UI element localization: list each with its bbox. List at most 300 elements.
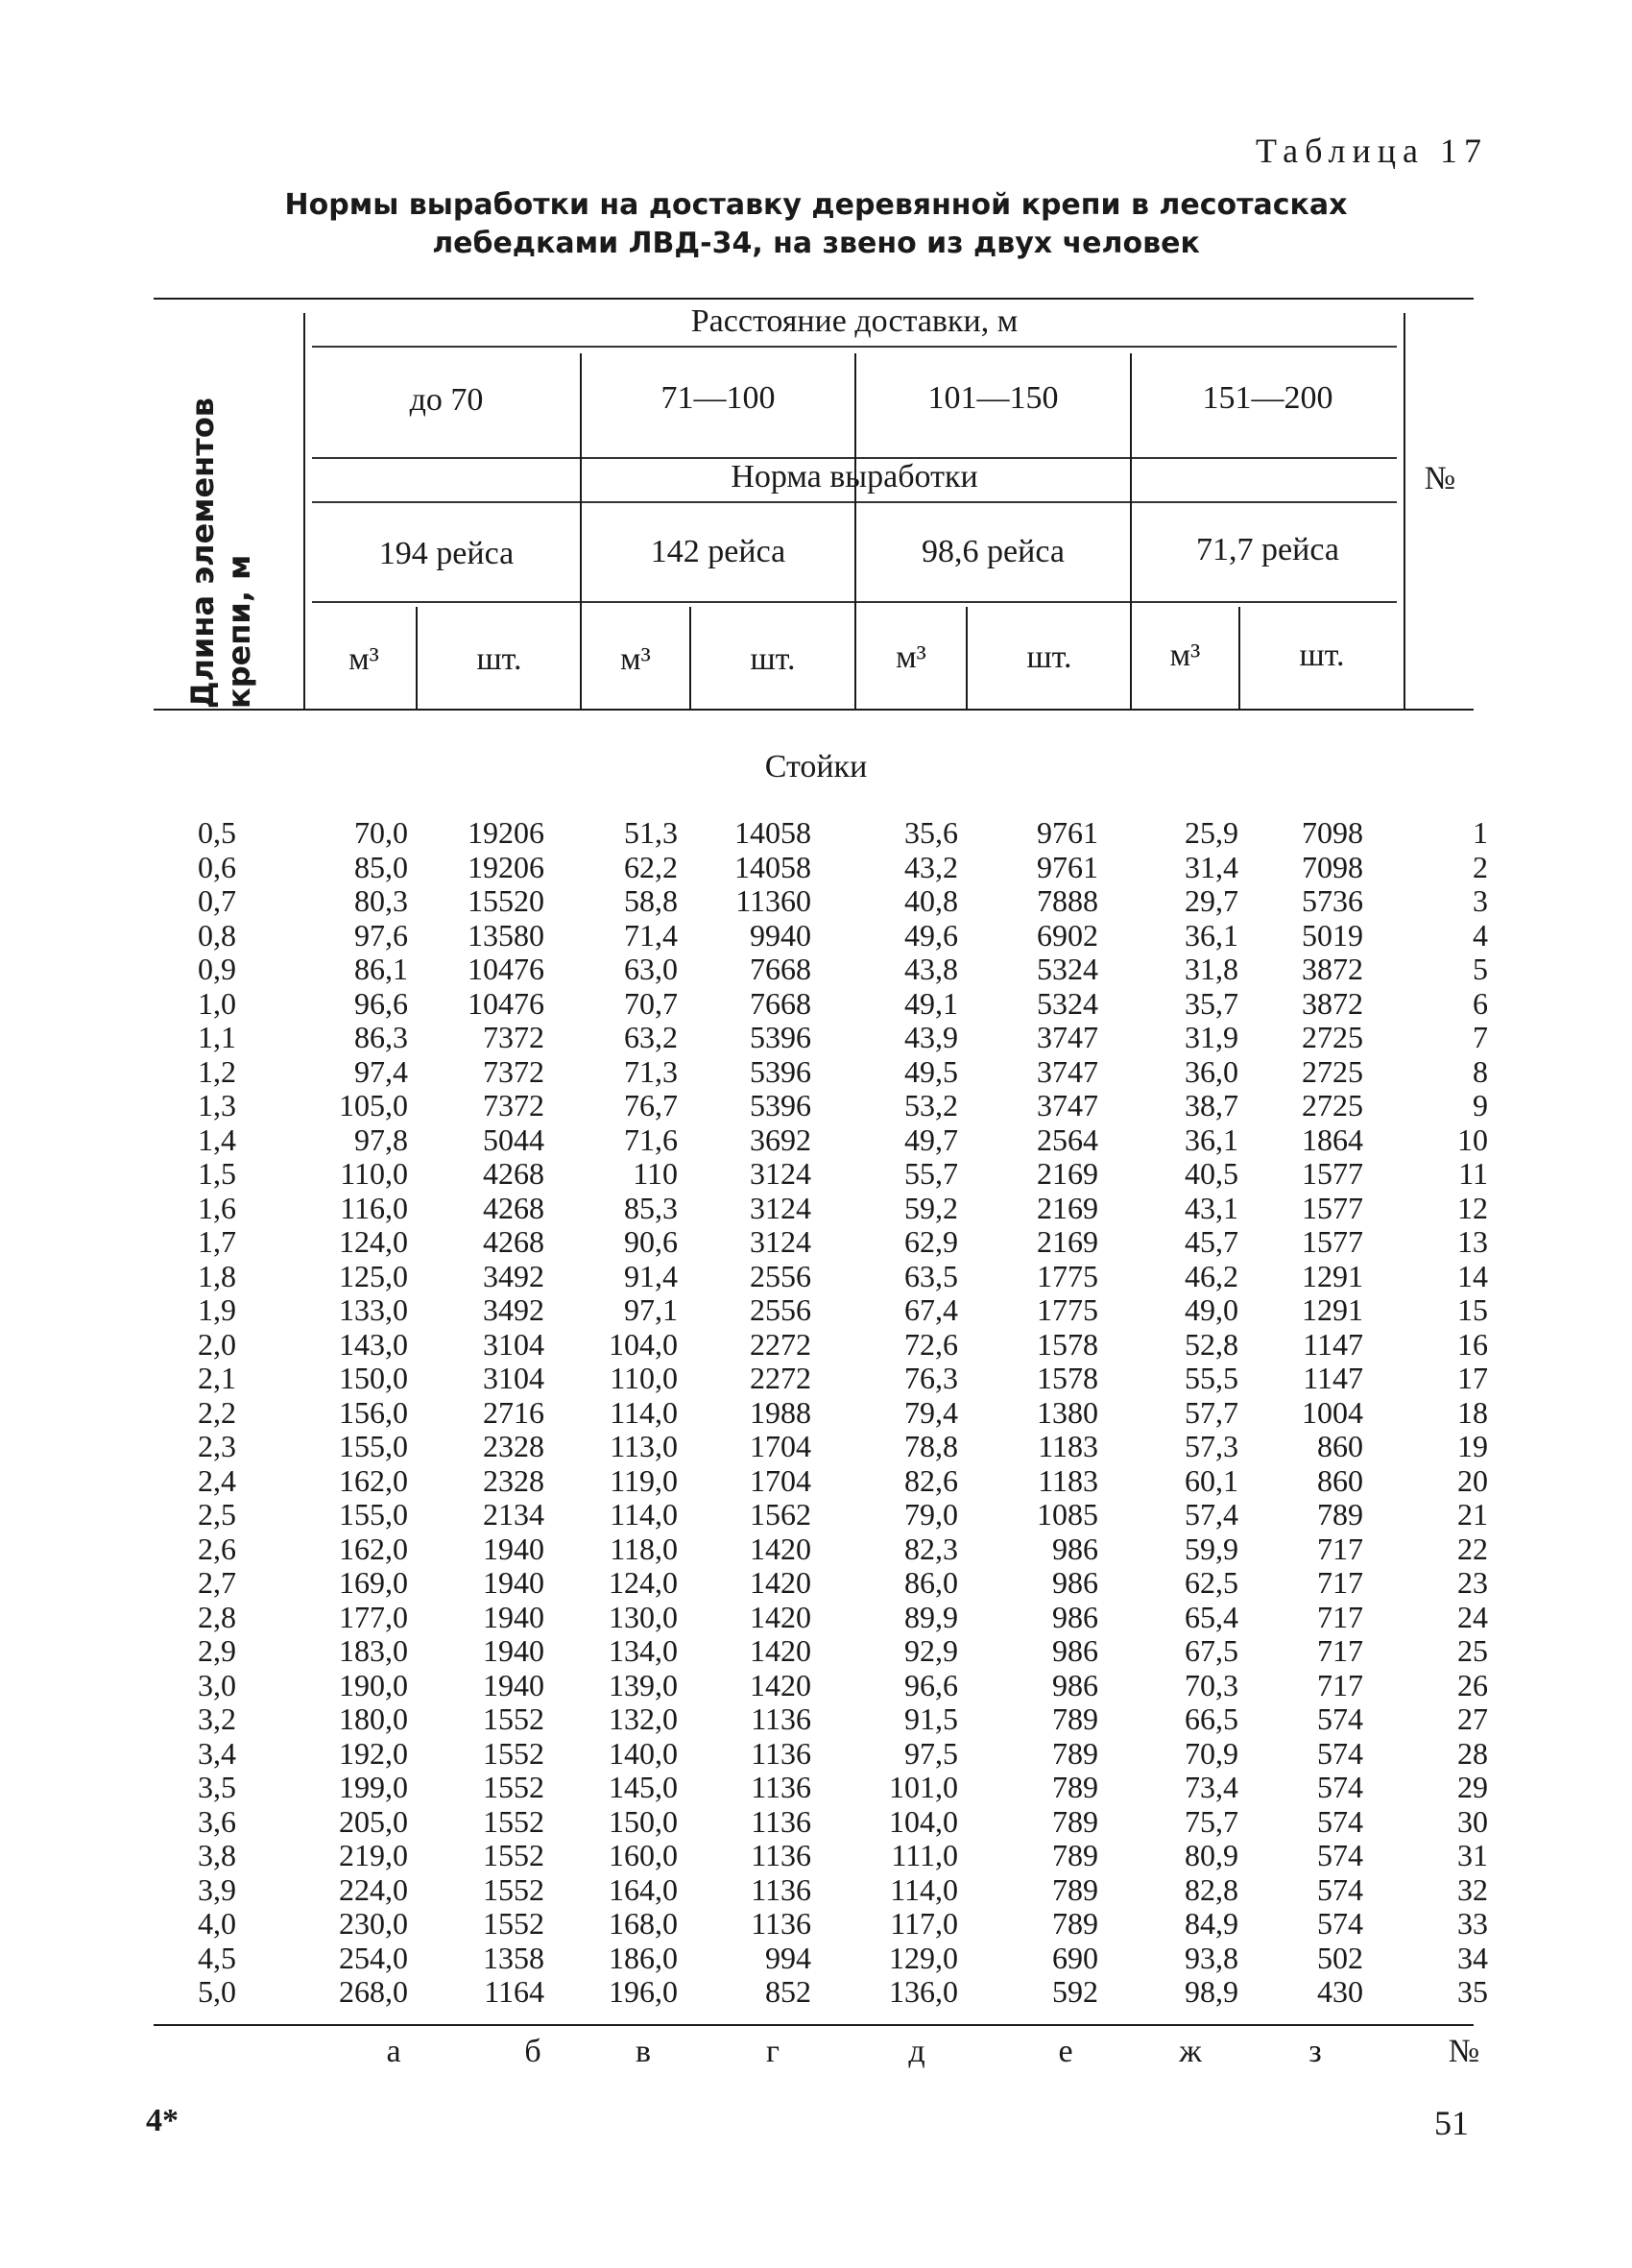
- side-header: [182, 365, 259, 711]
- cell-a: 105,0: [339, 1088, 408, 1122]
- row-number: 2: [1473, 849, 1488, 884]
- table-row: [0, 1532, 1632, 1567]
- column-letter: з: [1308, 2034, 1322, 2069]
- cell-d: 59,2: [904, 1190, 958, 1225]
- cell-a: 125,0: [339, 1258, 408, 1293]
- table-row: [0, 1396, 1632, 1431]
- cell-d: 91,5: [904, 1701, 958, 1736]
- cell-a: 97,6: [354, 917, 408, 953]
- row-length: 0,9: [198, 952, 236, 986]
- row-length: 2,2: [198, 1394, 236, 1430]
- cell-zh: 59,9: [1185, 1531, 1238, 1566]
- row-length: 1,4: [198, 1122, 236, 1157]
- cell-v: 58,8: [624, 883, 678, 918]
- cell-a: 183,0: [339, 1633, 408, 1668]
- cell-d: 76,3: [904, 1361, 958, 1395]
- cell-v: 63,2: [624, 1020, 678, 1054]
- cell-z: 860: [1317, 1429, 1363, 1463]
- row-length: 3,0: [198, 1667, 236, 1702]
- cell-d: 49,5: [904, 1053, 958, 1089]
- row-length: 3,2: [198, 1701, 236, 1736]
- cell-zh: 93,8: [1185, 1940, 1238, 1975]
- cell-z: 2725: [1302, 1020, 1363, 1054]
- cell-z: 430: [1317, 1974, 1363, 2009]
- cell-v: 150,0: [609, 1803, 678, 1839]
- cell-d: 96,6: [904, 1667, 958, 1702]
- table-row: [0, 1225, 1632, 1260]
- column-letter: д: [908, 2034, 925, 2069]
- cell-z: 1864: [1302, 1122, 1363, 1157]
- cell-a: 192,0: [339, 1735, 408, 1771]
- cell-v: 164,0: [609, 1871, 678, 1907]
- table-row: [0, 1771, 1632, 1805]
- cell-e: 6902: [1037, 917, 1098, 953]
- column-letter: ж: [1179, 2034, 1202, 2069]
- row-length: 0,8: [198, 917, 236, 953]
- cell-z: 574: [1317, 1871, 1363, 1907]
- row-length: 2,3: [198, 1429, 236, 1463]
- cell-e: 5324: [1037, 985, 1098, 1021]
- trips-3: 98,6 рейса: [922, 534, 1065, 569]
- row-number: 28: [1457, 1735, 1488, 1771]
- cell-zh: 35,7: [1185, 985, 1238, 1021]
- cell-z: 717: [1317, 1599, 1363, 1634]
- cell-g: 7668: [750, 952, 811, 986]
- cell-zh: 36,1: [1185, 917, 1238, 953]
- cell-e: 7888: [1037, 883, 1098, 918]
- cell-z: 574: [1317, 1701, 1363, 1736]
- cell-v: 63,0: [624, 952, 678, 986]
- cell-v: 145,0: [609, 1770, 678, 1804]
- cell-g: 3692: [750, 1122, 811, 1157]
- table-row: [0, 1123, 1632, 1158]
- cell-a: 224,0: [339, 1871, 408, 1907]
- table-row: [0, 919, 1632, 953]
- cell-e: 1380: [1037, 1394, 1098, 1430]
- table-row: [0, 1634, 1632, 1669]
- cell-b: 2134: [483, 1497, 544, 1532]
- cell-zh: 31,8: [1185, 952, 1238, 986]
- cell-z: 7098: [1302, 849, 1363, 884]
- cell-d: 49,7: [904, 1122, 958, 1157]
- cell-v: 110,0: [610, 1361, 678, 1395]
- cell-b: 1552: [483, 1701, 544, 1736]
- unit-pcs-1: шт.: [476, 641, 522, 677]
- cell-g: 1136: [751, 1735, 811, 1771]
- cell-g: 1136: [751, 1701, 811, 1736]
- cell-d: 55,7: [904, 1156, 958, 1191]
- unit-m3-1: м³: [348, 641, 379, 677]
- cell-e: 1775: [1037, 1292, 1098, 1327]
- row-number: 9: [1473, 1088, 1488, 1122]
- side-header-line-1: Длина элементов: [184, 397, 221, 709]
- cell-e: 986: [1052, 1599, 1098, 1634]
- cell-g: 1704: [750, 1429, 811, 1463]
- table-row: [0, 1669, 1632, 1703]
- cell-b: 1358: [483, 1940, 544, 1975]
- cell-z: 717: [1317, 1667, 1363, 1702]
- cell-b: 2328: [483, 1429, 544, 1463]
- trips-2: 142 рейса: [650, 534, 786, 569]
- table-row: [0, 1702, 1632, 1737]
- cell-d: 89,9: [904, 1599, 958, 1634]
- cell-v: 71,6: [624, 1122, 678, 1157]
- cell-z: 1004: [1302, 1394, 1363, 1430]
- cell-v: 134,0: [609, 1633, 678, 1668]
- cell-e: 789: [1052, 1735, 1098, 1771]
- table-row: [0, 1566, 1632, 1601]
- cell-d: 63,5: [904, 1258, 958, 1293]
- side-header-line-2: крепи, м: [221, 554, 257, 709]
- cell-b: 4268: [483, 1224, 544, 1259]
- cell-e: 3747: [1037, 1088, 1098, 1122]
- cell-e: 2169: [1037, 1190, 1098, 1225]
- row-number: 13: [1457, 1224, 1488, 1259]
- cell-zh: 82,8: [1185, 1871, 1238, 1907]
- unit-m3-4: м³: [1169, 638, 1201, 673]
- cell-v: 76,7: [624, 1088, 678, 1122]
- row-number: 10: [1457, 1122, 1488, 1157]
- number-sign-header: №: [1424, 461, 1456, 496]
- cell-a: 155,0: [339, 1429, 408, 1463]
- table-row: [0, 1430, 1632, 1464]
- cell-z: 7098: [1302, 815, 1363, 850]
- row-length: 4,5: [198, 1940, 236, 1975]
- cell-g: 2556: [750, 1292, 811, 1327]
- cell-v: 186,0: [609, 1940, 678, 1975]
- cell-g: 1136: [751, 1770, 811, 1804]
- table-row: [0, 884, 1632, 919]
- cell-b: 19206: [468, 849, 544, 884]
- row-number: 14: [1457, 1258, 1488, 1293]
- table-row: [0, 1260, 1632, 1294]
- cell-a: 133,0: [339, 1292, 408, 1327]
- cell-v: 130,0: [609, 1599, 678, 1634]
- cell-zh: 40,5: [1185, 1156, 1238, 1191]
- row-number: 19: [1457, 1429, 1488, 1463]
- cell-z: 1291: [1302, 1292, 1363, 1327]
- cell-b: 1552: [483, 1735, 544, 1771]
- cell-z: 3872: [1302, 952, 1363, 986]
- cell-g: 1136: [751, 1906, 811, 1941]
- header-bottom-rule: [154, 709, 1474, 711]
- cell-b: 1940: [483, 1633, 544, 1668]
- cell-b: 3492: [483, 1258, 544, 1293]
- cell-a: 80,3: [354, 883, 408, 918]
- cell-b: 7372: [483, 1088, 544, 1122]
- cell-zh: 36,0: [1185, 1053, 1238, 1089]
- row-number: 12: [1457, 1190, 1488, 1225]
- cell-z: 574: [1317, 1838, 1363, 1872]
- cell-g: 2272: [750, 1361, 811, 1395]
- row-number: 24: [1457, 1599, 1488, 1634]
- row-length: 2,4: [198, 1462, 236, 1498]
- cell-d: 117,0: [890, 1906, 958, 1941]
- cell-a: 86,1: [354, 952, 408, 986]
- cell-z: 2725: [1302, 1088, 1363, 1122]
- cell-v: 140,0: [609, 1735, 678, 1771]
- row-number: 4: [1473, 917, 1488, 953]
- cell-e: 1183: [1038, 1462, 1098, 1498]
- column-letter: г: [766, 2034, 780, 2069]
- cell-zh: 57,7: [1185, 1394, 1238, 1430]
- range-1: до 70: [409, 382, 484, 418]
- signature-mark: 4*: [146, 2103, 179, 2138]
- cell-g: 1136: [751, 1871, 811, 1907]
- column-letter: б: [524, 2034, 541, 2069]
- section-title: Стойки: [764, 749, 868, 784]
- row-length: 3,4: [198, 1735, 236, 1771]
- cell-g: 994: [765, 1940, 811, 1975]
- cell-e: 986: [1052, 1633, 1098, 1668]
- row-number: 32: [1457, 1871, 1488, 1907]
- table-row: [0, 953, 1632, 987]
- cell-zh: 38,7: [1185, 1088, 1238, 1122]
- table-label: Таблица 17: [1256, 132, 1488, 170]
- cell-d: 79,4: [904, 1394, 958, 1430]
- cell-e: 5324: [1037, 952, 1098, 986]
- cell-a: 97,8: [354, 1122, 408, 1157]
- cell-d: 78,8: [904, 1429, 958, 1463]
- row-number: 22: [1457, 1531, 1488, 1566]
- header-right-divider: [1404, 313, 1405, 709]
- cell-d: 114,0: [890, 1871, 958, 1907]
- cell-b: 10476: [468, 985, 544, 1021]
- cell-g: 3124: [750, 1224, 811, 1259]
- norm-label: Норма выработки: [731, 459, 978, 495]
- cell-e: 1775: [1037, 1258, 1098, 1293]
- row-number: 20: [1457, 1462, 1488, 1498]
- row-length: 3,9: [198, 1871, 236, 1907]
- row-number: 5: [1473, 952, 1488, 986]
- unit-m3-3: м³: [896, 639, 926, 675]
- cell-z: 1577: [1302, 1224, 1363, 1259]
- cell-z: 502: [1317, 1940, 1363, 1975]
- row-length: 2,6: [198, 1531, 236, 1566]
- table-row: [0, 1975, 1632, 2010]
- row-number: 16: [1457, 1326, 1488, 1362]
- cell-g: 852: [765, 1974, 811, 2009]
- cell-zh: 70,3: [1185, 1667, 1238, 1702]
- row-number: 7: [1473, 1020, 1488, 1054]
- cell-z: 717: [1317, 1633, 1363, 1668]
- cell-a: 254,0: [339, 1940, 408, 1975]
- row-number: 30: [1457, 1803, 1488, 1839]
- cell-b: 1552: [483, 1871, 544, 1907]
- cell-v: 132,0: [609, 1701, 678, 1736]
- cell-a: 199,0: [339, 1770, 408, 1804]
- row-length: 0,7: [198, 883, 236, 918]
- table-row: [0, 1942, 1632, 1976]
- header-top-rule: [154, 298, 1474, 300]
- trips-4: 71,7 рейса: [1196, 532, 1339, 567]
- cell-d: 35,6: [904, 815, 958, 850]
- cell-g: 1420: [750, 1599, 811, 1634]
- row-length: 1,5: [198, 1156, 236, 1191]
- cell-a: 162,0: [339, 1531, 408, 1566]
- cell-g: 1562: [750, 1497, 811, 1532]
- cell-d: 86,0: [904, 1565, 958, 1600]
- cell-b: 3104: [483, 1326, 544, 1362]
- cell-v: 51,3: [624, 815, 678, 850]
- cell-v: 85,3: [624, 1190, 678, 1225]
- row-number: 31: [1457, 1838, 1488, 1872]
- cell-v: 71,3: [624, 1053, 678, 1089]
- cell-b: 1552: [483, 1906, 544, 1941]
- column-letter: в: [635, 2034, 652, 2069]
- title-line-2: лебедками ЛВД-34, на звено из двух человек: [432, 227, 1200, 260]
- cell-e: 9761: [1037, 815, 1098, 850]
- cell-e: 1578: [1037, 1326, 1098, 1362]
- cell-d: 111,0: [891, 1838, 958, 1872]
- cell-zh: 80,9: [1185, 1838, 1238, 1872]
- cell-d: 53,2: [904, 1088, 958, 1122]
- cell-a: 124,0: [339, 1224, 408, 1259]
- cell-v: 196,0: [609, 1974, 678, 2009]
- row-number: 15: [1457, 1292, 1488, 1327]
- column-letters: [0, 2034, 1632, 2072]
- row-length: 2,0: [198, 1326, 236, 1362]
- cell-v: 97,1: [624, 1292, 678, 1327]
- cell-e: 789: [1052, 1803, 1098, 1839]
- cell-e: 2169: [1037, 1156, 1098, 1191]
- header-left-divider: [303, 313, 305, 709]
- cell-zh: 73,4: [1185, 1770, 1238, 1804]
- column-letter: е: [1058, 2034, 1073, 2069]
- cell-a: 268,0: [339, 1974, 408, 2009]
- cell-e: 1578: [1037, 1361, 1098, 1395]
- cell-a: 96,6: [354, 985, 408, 1021]
- cell-a: 97,4: [354, 1053, 408, 1089]
- cell-a: 156,0: [339, 1394, 408, 1430]
- table-row: [0, 1055, 1632, 1090]
- cell-b: 2716: [483, 1394, 544, 1430]
- cell-zh: 62,5: [1185, 1565, 1238, 1600]
- cell-d: 136,0: [889, 1974, 958, 2009]
- cell-z: 1147: [1303, 1361, 1363, 1395]
- cell-d: 43,9: [904, 1020, 958, 1054]
- cell-e: 986: [1052, 1531, 1098, 1566]
- row-number: 27: [1457, 1701, 1488, 1736]
- cell-g: 1420: [750, 1565, 811, 1600]
- cell-b: 1552: [483, 1770, 544, 1804]
- row-length: 3,8: [198, 1838, 236, 1872]
- table-row: [0, 1362, 1632, 1396]
- title-line-1: Нормы выработки на доставку деревянной крепи в лесотасках: [284, 188, 1348, 222]
- row-length: 2,7: [198, 1565, 236, 1600]
- cell-g: 5396: [750, 1020, 811, 1054]
- cell-z: 789: [1317, 1497, 1363, 1532]
- cell-d: 104,0: [889, 1803, 958, 1839]
- row-number: 23: [1457, 1565, 1488, 1600]
- table-bottom-rule: [154, 2024, 1474, 2026]
- cell-b: 1164: [484, 1974, 544, 2009]
- table-row: [0, 1328, 1632, 1363]
- row-number: 6: [1473, 985, 1488, 1021]
- row-length: 5,0: [198, 1974, 236, 2009]
- cell-zh: 66,5: [1185, 1701, 1238, 1736]
- row-number: 25: [1457, 1633, 1488, 1668]
- cell-a: 150,0: [339, 1361, 408, 1395]
- cell-b: 1552: [483, 1803, 544, 1839]
- row-length: 0,5: [198, 815, 236, 850]
- cell-z: 5736: [1302, 883, 1363, 918]
- cell-a: 219,0: [339, 1838, 408, 1872]
- cell-z: 717: [1317, 1565, 1363, 1600]
- cell-e: 690: [1052, 1940, 1098, 1975]
- cell-v: 90,6: [624, 1224, 678, 1259]
- unit-pcs-4: шт.: [1299, 638, 1345, 673]
- row-length: 0,6: [198, 849, 236, 884]
- cell-e: 592: [1052, 1974, 1098, 2009]
- cell-z: 574: [1317, 1735, 1363, 1771]
- cell-z: 5019: [1302, 917, 1363, 953]
- cell-zh: 84,9: [1185, 1906, 1238, 1941]
- cell-b: 13580: [468, 917, 544, 953]
- cell-a: 230,0: [339, 1906, 408, 1941]
- cell-v: 119,0: [610, 1462, 678, 1498]
- number-sign-footer: №: [1448, 2034, 1480, 2069]
- cell-g: 14058: [734, 815, 811, 850]
- distance-label: Расстояние доставки, м: [690, 303, 1019, 339]
- cell-g: 2556: [750, 1258, 811, 1293]
- cell-e: 3747: [1037, 1020, 1098, 1054]
- cell-g: 9940: [750, 917, 811, 953]
- table-row: [0, 1907, 1632, 1942]
- cell-a: 86,3: [354, 1020, 408, 1054]
- table-row: [0, 1464, 1632, 1499]
- cell-e: 3747: [1037, 1053, 1098, 1089]
- cell-zh: 49,0: [1185, 1292, 1238, 1327]
- range-2: 71—100: [660, 380, 776, 416]
- cell-d: 40,8: [904, 883, 958, 918]
- cell-z: 860: [1317, 1462, 1363, 1498]
- table-row: [0, 851, 1632, 885]
- row-length: 3,6: [198, 1803, 236, 1839]
- cell-z: 717: [1317, 1531, 1363, 1566]
- cell-a: 116,0: [340, 1190, 408, 1225]
- cell-zh: 65,4: [1185, 1599, 1238, 1634]
- row-number: 11: [1458, 1156, 1488, 1191]
- row-length: 2,1: [198, 1361, 236, 1395]
- cell-zh: 75,7: [1185, 1803, 1238, 1839]
- cell-b: 3492: [483, 1292, 544, 1327]
- cell-z: 3872: [1302, 985, 1363, 1021]
- cell-zh: 31,9: [1185, 1020, 1238, 1054]
- cell-zh: 46,2: [1185, 1258, 1238, 1293]
- row-number: 17: [1457, 1361, 1488, 1395]
- cell-e: 2169: [1037, 1224, 1098, 1259]
- cell-zh: 57,4: [1185, 1497, 1238, 1532]
- cell-g: 1420: [750, 1633, 811, 1668]
- cell-b: 1940: [483, 1565, 544, 1600]
- cell-d: 67,4: [904, 1292, 958, 1327]
- cell-d: 97,5: [904, 1735, 958, 1771]
- cell-zh: 25,9: [1185, 815, 1238, 850]
- cell-g: 1136: [751, 1838, 811, 1872]
- cell-z: 1577: [1302, 1156, 1363, 1191]
- cell-zh: 36,1: [1185, 1122, 1238, 1157]
- table-row: [0, 1021, 1632, 1055]
- cell-e: 789: [1052, 1906, 1098, 1941]
- cell-g: 14058: [734, 849, 811, 884]
- cell-g: 2272: [750, 1326, 811, 1362]
- cell-g: 7668: [750, 985, 811, 1021]
- cell-v: 160,0: [609, 1838, 678, 1872]
- table-row: [0, 1873, 1632, 1908]
- row-length: 3,5: [198, 1770, 236, 1804]
- cell-zh: 31,4: [1185, 849, 1238, 884]
